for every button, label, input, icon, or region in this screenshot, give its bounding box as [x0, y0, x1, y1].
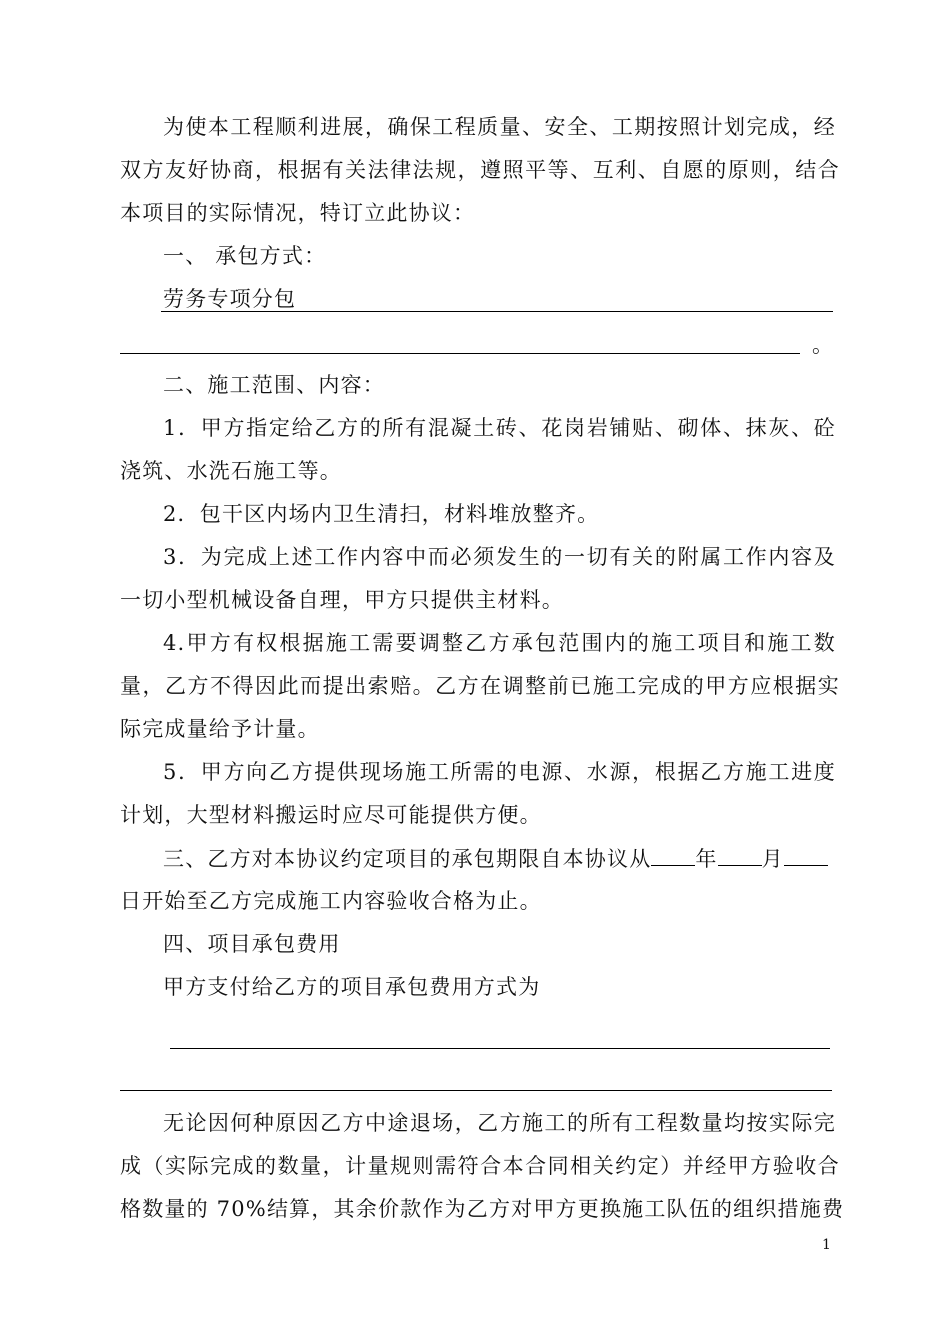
section-4-para-a: 无论因何种原因乙方中途退场，乙方施工的所有工程数量均按实际完	[163, 1111, 836, 1135]
section-1-heading: 一、 承包方式：	[163, 244, 327, 268]
section-3-line-1	[163, 843, 843, 874]
section-1-value: 劳务专项分包	[163, 287, 297, 311]
section-4-blank-line-1	[170, 1048, 830, 1049]
section-4-line-1: 甲方支付给乙方的项目承包费用方式为	[163, 975, 541, 999]
intro-line-1: 为使本工程顺利进展，确保工程质量、安全、工期按照计划完成，经	[163, 115, 836, 139]
year-label: 年	[695, 847, 718, 871]
section-2-item-1a: 1．甲方指定给乙方的所有混凝土砖、花岗岩铺贴、砌体、抹灰、砼	[163, 416, 836, 440]
year-blank	[651, 843, 695, 866]
section-2-item-3a: 3．为完成上述工作内容中而必须发生的一切有关的附属工作内容及	[163, 545, 836, 569]
section-3-text-a: 三、乙方对本协议约定项目的承包期限自本协议从	[163, 847, 652, 871]
section-1-blank-line	[120, 353, 800, 354]
section-4-blank-line-2	[120, 1090, 832, 1091]
section-2-item-2: 2．包干区内场内卫生清扫，材料堆放整齐。	[163, 502, 600, 526]
month-blank	[718, 843, 762, 866]
section-2-item-4c: 际完成量给予计量。	[120, 717, 320, 741]
section-1-underline	[161, 311, 833, 312]
section-2-item-1b: 浇筑、水洗石施工等。	[120, 459, 342, 483]
section-1-line-end: 。	[812, 333, 835, 357]
section-3-line-2: 日开始至乙方完成施工内容验收合格为止。	[120, 889, 542, 913]
intro-line-2: 双方友好协商，根据有关法律法规，遵照平等、互利、自愿的原则，结合	[120, 158, 840, 182]
section-2-item-4a: 4.甲方有权根据施工需要调整乙方承包范围内的施工项目和施工数	[163, 631, 836, 655]
section-2-item-4b: 量，乙方不得因此而提出索赔。乙方在调整前已施工完成的甲方应根据实	[120, 674, 840, 698]
section-2-heading: 二、施工范围、内容：	[163, 373, 385, 397]
day-blank	[784, 843, 828, 866]
section-4-para-c: 格数量的 70%结算，其余价款作为乙方对甲方更换施工队伍的组织措施费	[120, 1197, 845, 1221]
section-2-item-3b: 一切小型机械设备自理，甲方只提供主材料。	[120, 588, 564, 612]
section-4-para-b: 成（实际完成的数量，计量规则需符合本合同相关约定）并经甲方验收合	[120, 1154, 840, 1178]
section-4-heading: 四、项目承包费用	[163, 932, 341, 956]
section-2-item-5a: 5．甲方向乙方提供现场施工所需的电源、水源，根据乙方施工进度	[163, 760, 836, 784]
month-label: 月	[761, 847, 784, 871]
intro-line-3: 本项目的实际情况，特订立此协议：	[120, 201, 476, 225]
section-2-item-5b: 计划，大型材料搬运时应尽可能提供方便。	[120, 803, 542, 827]
page-number: 1	[822, 1237, 831, 1253]
